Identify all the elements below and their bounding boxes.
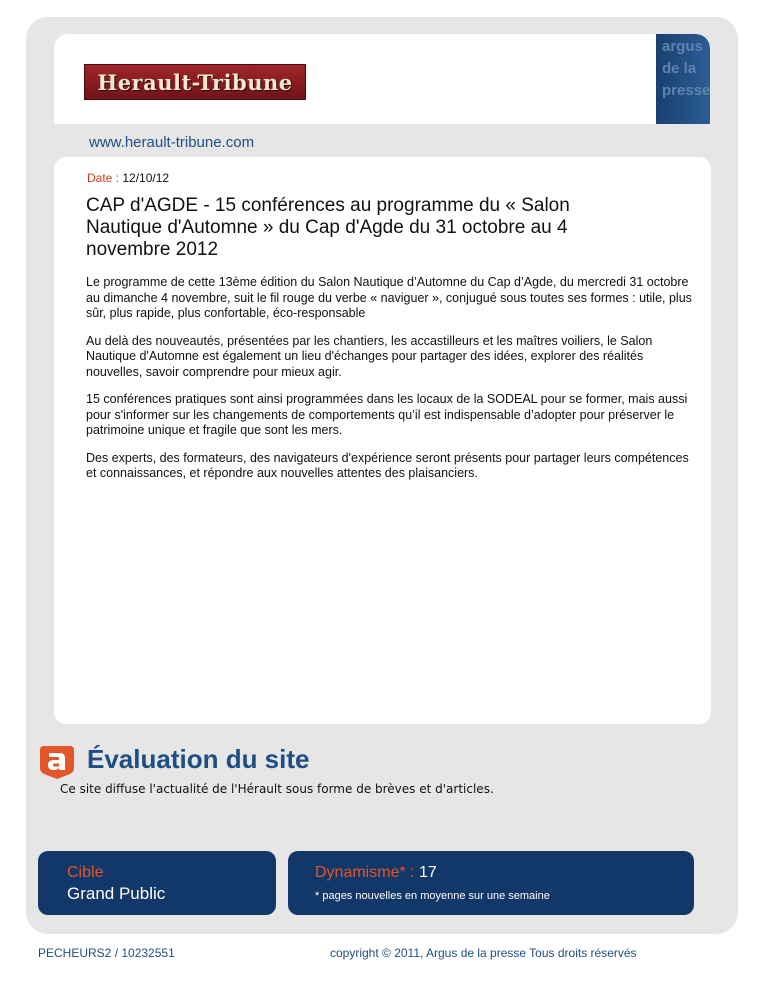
deco-word: argus bbox=[662, 38, 703, 55]
article-card bbox=[54, 157, 711, 724]
site-url-link[interactable]: www.herault-tribune.com bbox=[89, 134, 255, 151]
article-paragraph: Au delà des nouveautés, présentées par les chantiers, les accastilleurs et les maîtres voiliers, le Salon Nautique d'Automne est également un lieu d'échanges pour partager des idées, explorer des réalités nouvelles, savoir comprendre pour mieux agir. bbox=[86, 333, 653, 379]
article-paragraph: Des experts, des formateurs, des navigateurs d'expérience seront présents pour partager leurs compétences et connaissances, et répondre aux nouvelles attentes des plaisanciers. bbox=[86, 450, 689, 480]
argus-deco-panel bbox=[656, 34, 710, 124]
audience-value: Grand Public bbox=[67, 884, 166, 903]
dynamism-box bbox=[288, 851, 694, 915]
article-date bbox=[87, 171, 169, 185]
article-body bbox=[86, 275, 696, 494]
argus-a-icon bbox=[38, 744, 76, 780]
rating-description: Ce site diffuse l'actualité de l'Hérault sous forme de brèves et d'articles. bbox=[60, 782, 494, 796]
audience-label: Cible bbox=[67, 864, 104, 881]
logo-text: Herault-Tribune bbox=[97, 69, 293, 95]
date-label: Date : bbox=[87, 171, 120, 185]
deco-word: presse bbox=[662, 82, 710, 99]
deco-word: de la bbox=[662, 60, 697, 77]
footer-copyright: copyright © 2011, Argus de la presse Tous droits réservés bbox=[330, 946, 637, 960]
date-value: 12/10/12 bbox=[122, 171, 170, 185]
dynamism-note: * pages nouvelles en moyenne sur une semaine bbox=[315, 890, 550, 902]
rating-title: Évaluation du site bbox=[87, 744, 310, 774]
article-title: CAP d'AGDE - 15 conférences au programme du « Salon Nautique d'Automne » du Cap d'Agde du 31 octobre au 4 novembre 2012 bbox=[86, 195, 570, 260]
dynamism-line bbox=[315, 864, 437, 882]
article-paragraph: Le programme de cette 13ème édition du Salon Nautique d’Automne du Cap d’Agde, du mercredi 31 octobre au dimanche 4 novembre, suit le fil rouge du verbe « naviguer », conjugué sous toutes ses formes : utile, plus sûr, plus rapide, plus confortable, éco-responsable bbox=[86, 275, 692, 320]
footer-reference: PECHEURS2 / 10232551 bbox=[38, 946, 175, 960]
article-paragraph: 15 conférences pratiques sont ainsi programmées dans les locaux de la SODEAL pour se former, mais aussi pour s'informer sur les changements de comportements qu’il est indispensable d’adopter pour préserver le patrimoine unique et fragile que sont les mers. bbox=[86, 392, 688, 437]
header-banner bbox=[54, 34, 710, 124]
audience-box bbox=[38, 851, 276, 915]
dynamism-label: Dynamisme* : bbox=[315, 864, 415, 881]
herault-tribune-logo bbox=[84, 64, 306, 100]
dynamism-value: 17 bbox=[419, 864, 437, 881]
